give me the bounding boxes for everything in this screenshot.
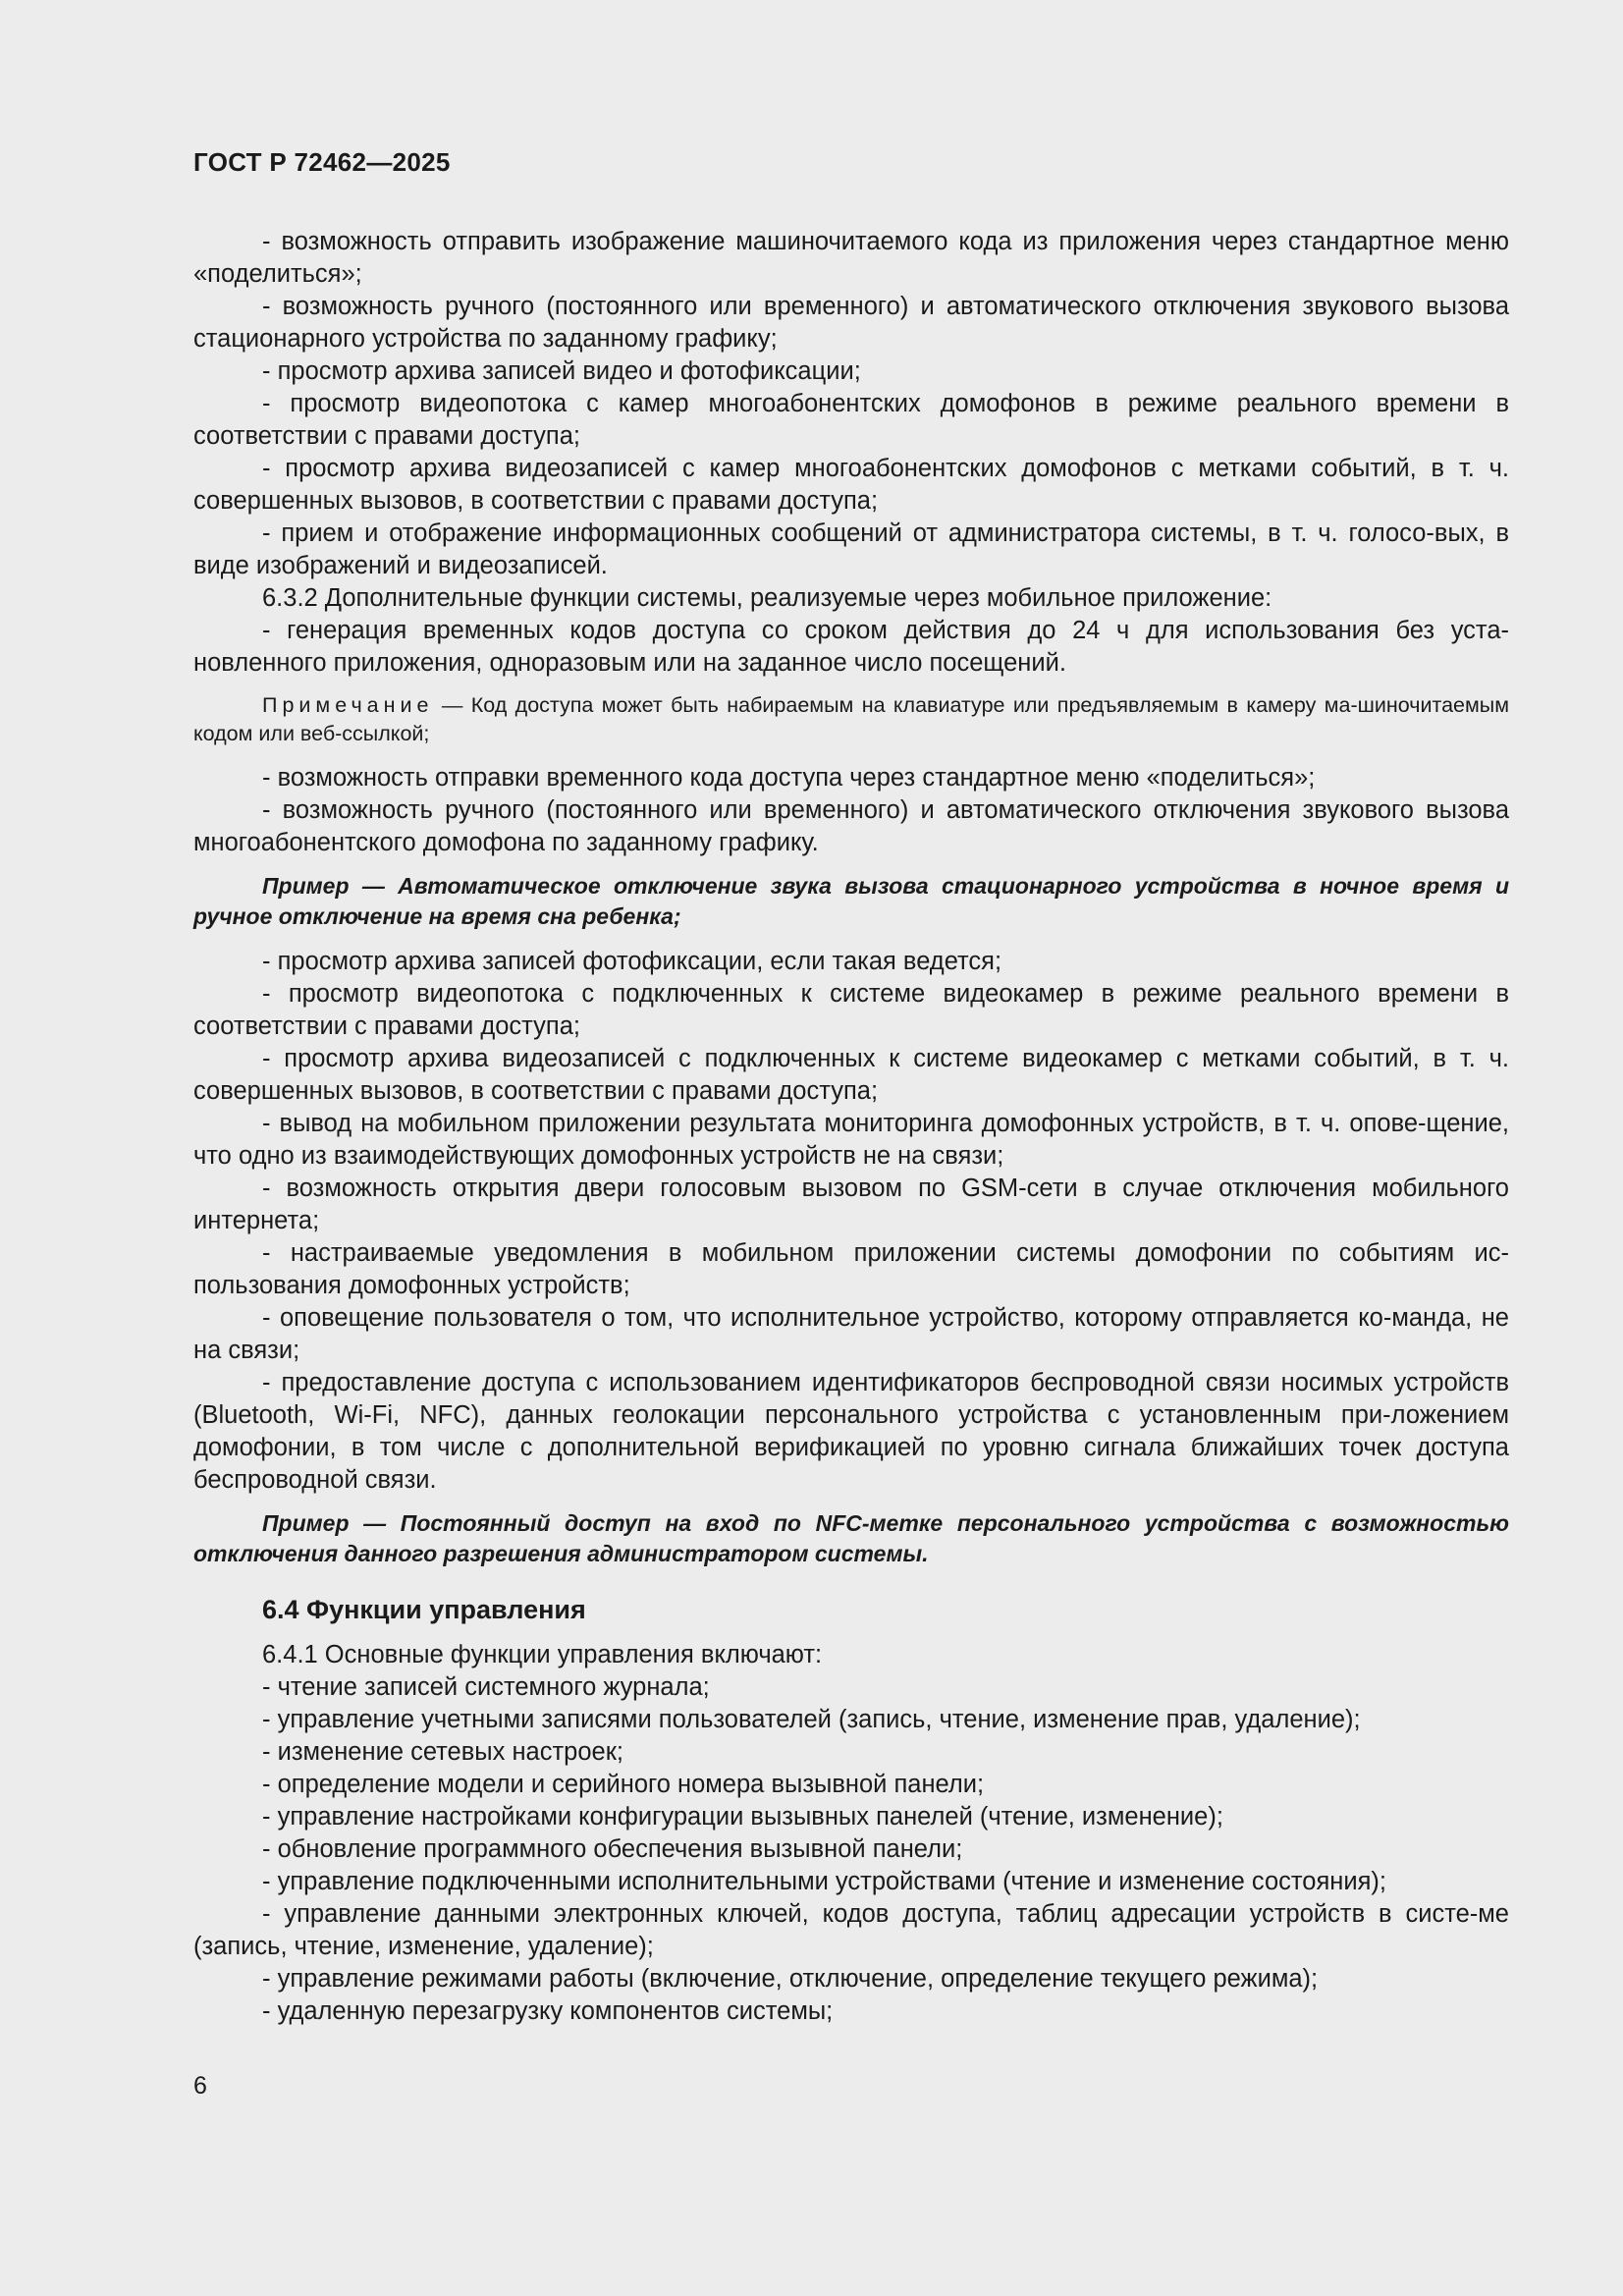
paragraph: - просмотр архива записей видео и фотофиксации; [262,357,861,385]
note [193,691,1509,748]
subsection-paragraph: 6.4.1 Основные функции управления включают: [262,1641,823,1668]
paragraph: - просмотр архива записей фотофиксации, если такая ведется; [262,948,1002,975]
paragraph: - вывод на мобильном приложении результата мониторинга домофонных устройств, в т. ч. опове-щение, что одно из взаимодействующих домофонных устройств не на связи; [193,1110,1509,1170]
example: Пример — Постоянный доступ на вход по NFC-метке персонального устройства с возможностью отключения данного разрешения администратором системы. [193,1510,1509,1566]
paragraph: - возможность отправки временного кода доступа через стандартное меню «поделиться»; [262,764,1316,792]
paragraph: - управление настройками конфигурации вызывных панелей (чтение, изменение); [262,1803,1223,1831]
paragraph: - просмотр видеопотока с подключенных к системе видеокамер в режиме реального времени в соответствии с правами доступа; [193,980,1509,1040]
paragraph: - прием и отображение информационных сообщений от администратора системы, в т. ч. голосо-вых, в виде изображений и видеозаписей. [193,519,1509,579]
paragraph: - просмотр архива видеозаписей с камер многоабонентских домофонов с метками событий, в т. ч. совершенных вызовов, в соответствии с правами доступа; [193,455,1509,515]
document-header: ГОСТ Р 72462—2025 [193,147,451,177]
paragraph: - управление подключенными исполнительными устройствами (чтение и изменение состояния); [262,1868,1386,1895]
note-label: Примечание [262,693,434,717]
paragraph: - возможность открытия двери голосовым вызовом по GSM-сети в случае отключения мобильного интернета; [193,1175,1509,1234]
paragraph: - просмотр архива видеозаписей с подключенных к системе видеокамер с метками событий, в т. ч. совершенных вызовов, в соответствии с правами доступа; [193,1045,1509,1105]
paragraph: - настраиваемые уведомления в мобильном приложении системы домофонии по событиям ис-пользования домофонных устройств; [193,1239,1509,1299]
paragraph: - возможность ручного (постоянного или временного) и автоматического отключения звукового вызова многоабонентского домофона по заданному графику. [193,796,1509,856]
example: Пример — Автоматическое отключение звука вызова стационарного устройства в ночное время и ручное отключение на время сна ребенка; [193,873,1509,929]
paragraph: - управление данными электронных ключей, кодов доступа, таблиц адресации устройств в систе-ме (запись, чтение, изменение, удаление); [193,1900,1509,1960]
paragraph: - обновление программного обеспечения вызывной панели; [262,1835,963,1863]
paragraph: - возможность отправить изображение машиночитаемого кода из приложения через стандартное меню «поделиться»; [193,228,1509,288]
paragraph: - определение модели и серийного номера вызывной панели; [262,1771,985,1798]
subsection-paragraph: 6.3.2 Дополнительные функции системы, реализуемые через мобильное приложение: [262,584,1272,612]
paragraph: - удаленную перезагрузку компонентов системы; [262,1997,834,2025]
paragraph: - возможность ручного (постоянного или временного) и автоматического отключения звукового вызова стационарного устройства по заданному графику; [193,293,1509,353]
note-text: — Код доступа может быть набираемым на клавиатуре или предъявляемым в камеру ма-шиночитаемым кодом или веб-ссылкой; [193,693,1509,745]
body-text [193,226,1509,2028]
section-heading: 6.4 Функции управления [262,1595,586,1624]
paragraph: - просмотр видеопотока с камер многоабонентских домофонов в режиме реального времени в соответствии с правами доступа; [193,390,1509,450]
paragraph: - оповещение пользователя о том, что исполнительное устройство, которому отправляется ко-манда, не на связи; [193,1304,1509,1364]
paragraph: - управление учетными записями пользователей (запись, чтение, изменение прав, удаление); [262,1706,1361,1733]
paragraph: - генерация временных кодов доступа со сроком действия до 24 ч для использования без уста-новленного приложения, одноразовым или на заданное число посещений. [193,617,1509,677]
paragraph: - чтение записей системного журнала; [262,1673,710,1701]
page-number: 6 [193,2072,207,2100]
paragraph: - изменение сетевых настроек; [262,1738,623,1766]
paragraph: - предоставление доступа с использованием идентификаторов беспроводной связи носимых устройств (Bluetooth, Wi-Fi, NFC), данных геолокации персонального устройства с установленным при-ложением домофонии, в том числе с дополнительной верификацией по уровню сигнала ближайших точек доступа беспроводной связи. [193,1369,1509,1494]
paragraph: - управление режимами работы (включение, отключение, определение текущего режима); [262,1965,1319,1993]
